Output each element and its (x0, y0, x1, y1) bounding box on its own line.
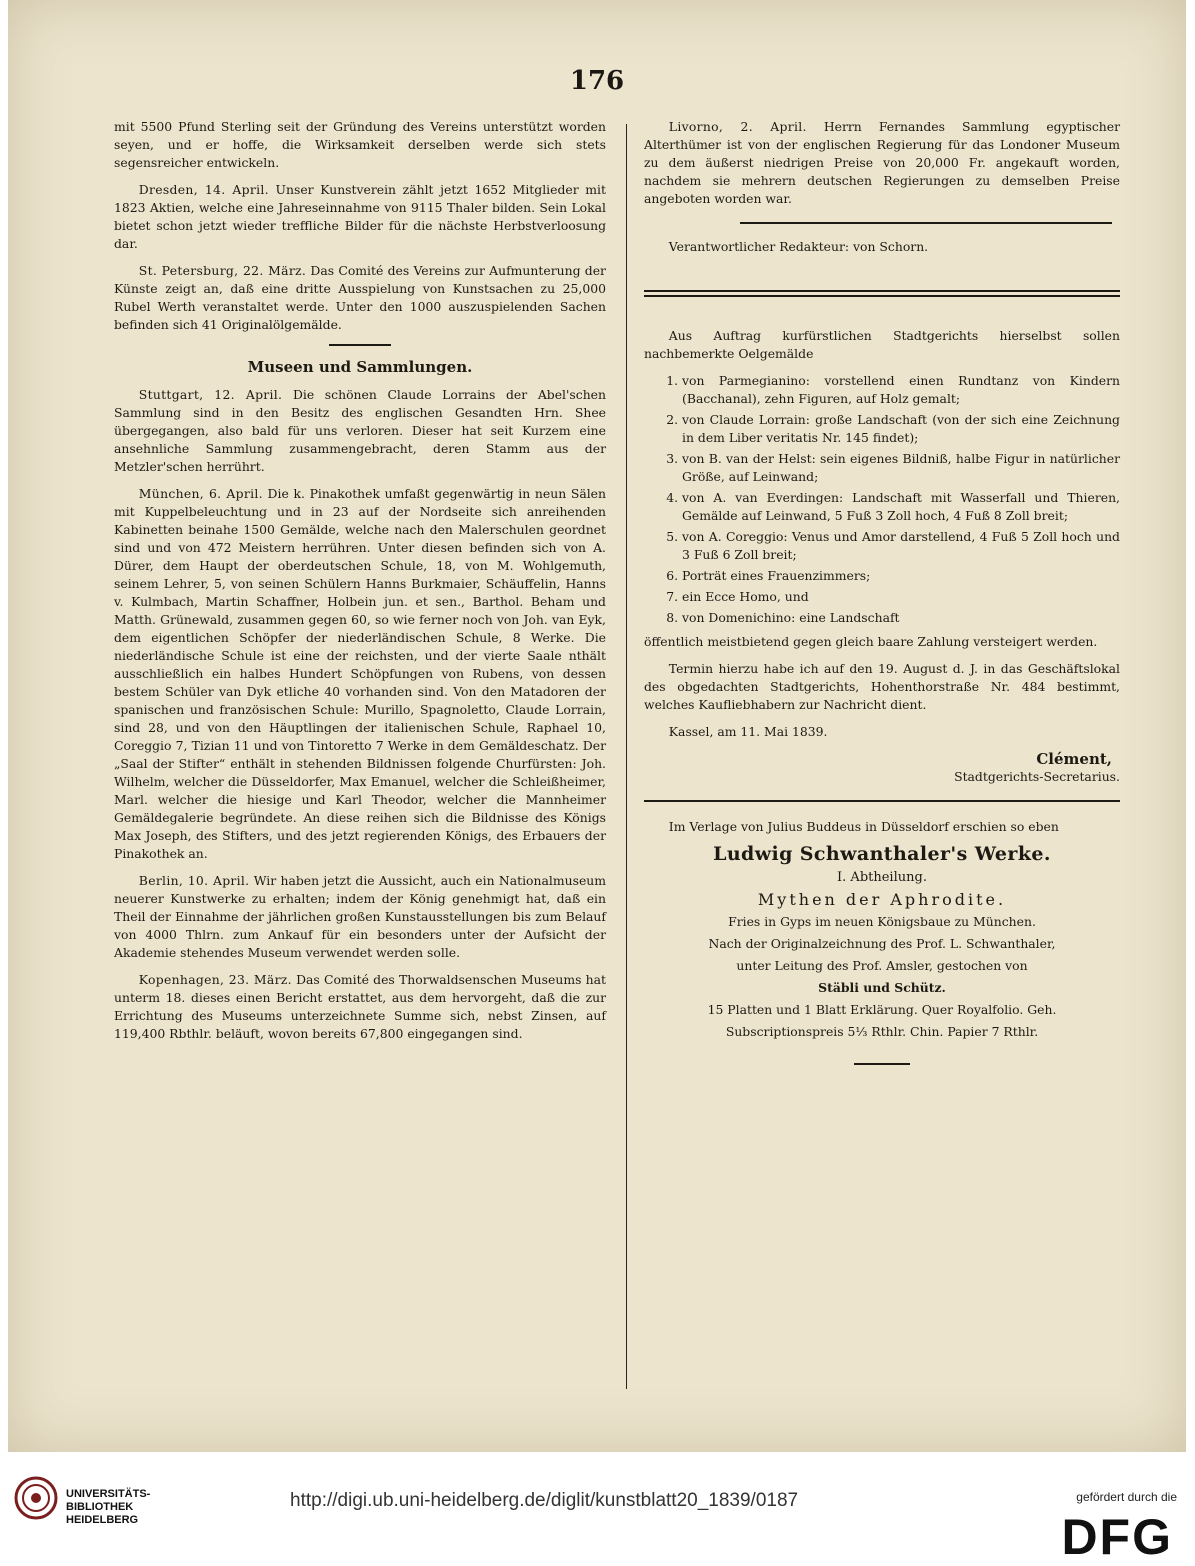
auction-lot: 8. von Domenichino: eine Landschaft (682, 609, 1120, 627)
divider (644, 800, 1120, 802)
editor-line: Verantwortlicher Redakteur: von Schorn. (668, 239, 929, 254)
auction-lot: 3. von B. van der Helst: sein eigenes Bildniß, halbe Figur in natürlicher Größe, auf Leinwand; (682, 450, 1120, 486)
dfg-logo: DFG (1061, 1509, 1173, 1565)
text-berlin: Wir haben jetzt die Aussicht, auch ein Nationalmuseum neuerer Kunstwerke zu erhalten; indem der König genehmigt hat, daß ein Theil der Einnahme der jährlichen großen Kunstausstellungen bis zum Belauf von 4000 Thlrn. zum Ankauf für ein besonders unter der Aufsicht der Akademie stehendes Museum verwendet werden solle. (114, 873, 607, 960)
double-divider (644, 290, 1120, 297)
auction-lot: 4. von A. van Everdingen: Landschaft mit Wasserfall und Thieren, Gemälde auf Leinwand, 5 Fuß 3 Zoll hoch, 4 Fuß 8 Zoll breit; (682, 489, 1120, 525)
university-seal-icon (14, 1476, 58, 1524)
paragraph-continuation: mit 5500 Pfund Sterling seit der Gründung des Vereins unterstützt worden seyen, und er hoffe, die Wirksamkeit derselben werde sich stets segensreicher entwickeln. (114, 119, 606, 170)
auction-lot-list (644, 372, 1120, 627)
dateline-dresden: Dresden, 14. April. (138, 182, 269, 197)
book-engravers: Stäbli und Schütz. (818, 980, 946, 995)
column-divider (626, 124, 627, 1389)
auction-term: Termin hierzu habe ich auf den 19. August d. J. in das Geschäftslokal des obgedachten Stadtgerichts, Hohenthorstraße Nr. 484 bestimmt, welches Kaufliebhabern zur Nachricht dient. (644, 661, 1120, 712)
auction-date: Kassel, am 11. Mai 1839. (668, 724, 828, 739)
text-copenhagen: Das Comité des Thorwaldsenschen Museums hat unterm 18. dieses einen Bericht erstattet, aus dem hervorgeht, daß die zur Errichtung des Museums unterzeichnete Summe sich, nebst Zinsen, auf 119,400 Rbthlr. beläuft, wovon bereits 67,800 eingegangen sind. (114, 972, 606, 1041)
text-dresden: Unser Kunstverein zählt jetzt 1652 Mitglieder mit 1823 Aktien, welche eine Jahreseinnahme von 9115 Thaler bilden. Sein Lokal bietet schon jetzt wieder treffliche Bilder für die nächste Herbstverloosung dar. (114, 182, 606, 251)
auction-lot: 7. ein Ecce Homo, und (682, 588, 1120, 606)
text-livorno: Herrn Fernandes Sammlung egyptischer Alterthümer ist von der englischen Regierung für das Londoner Museum zu dem äußerst niedrigen Preise von 20,000 Fr. angekauft worden, nachdem sie mehrern deutschen Regierungen zu demselben Preise angeboten worden war. (644, 119, 1120, 206)
dateline-munich: München, 6. April. (138, 486, 263, 501)
book-subtitle: Mythen der Aphrodite. (757, 890, 1007, 909)
book-plates: 15 Platten und 1 Blatt Erklärung. Quer Royalfolio. Geh. (707, 1002, 1057, 1017)
dateline-stuttgart: Stuttgart, 12. April. (138, 387, 283, 402)
auction-lot: 2. von Claude Lorrain: große Landschaft (von der sich eine Zeichnung in dem Liber veritatis Nr. 145 findet); (682, 411, 1120, 447)
book-credit: Nach der Originalzeichnung des Prof. L. Schwanthaler, (708, 936, 1056, 951)
text-stuttgart: Die schönen Claude Lorrains der Abel'schen Sammlung sind in den Besitz des englischen Gesandten Hrn. Shee übergegangen, also bald für uns verloren. Dieser hat seit Kurzem eine ansehnliche Sammlung zusammengebracht, deren Stamm aus der Metzler'schen herrührt. (114, 387, 606, 474)
book-credit: unter Leitung des Prof. Amsler, gestochen von (736, 958, 1028, 973)
news-stuttgart (114, 386, 606, 476)
publisher-note: Im Verlage von Julius Buddeus in Düsseldorf erschien so eben (668, 819, 1059, 834)
auction-lot: 6. Porträt eines Frauenzimmers; (682, 567, 1120, 585)
funding-note: gefördert durch die (1076, 1490, 1177, 1504)
divider (740, 222, 1112, 224)
signature-title: Stadtgerichts-Secretarius. (954, 769, 1120, 784)
news-munich (114, 485, 606, 863)
book-price: Subscriptionspreis 5⅓ Rthlr. Chin. Papier 7 Rthlr. (725, 1024, 1039, 1039)
news-berlin (114, 872, 606, 962)
divider (329, 344, 391, 346)
news-dresden (114, 181, 606, 253)
right-column (644, 118, 1120, 1065)
divider (854, 1063, 910, 1065)
scanned-page (8, 0, 1186, 1452)
section-title: Museen und Sammlungen. (247, 358, 473, 376)
text-munich: Die k. Pinakothek umfaßt gegenwärtig in neun Sälen mit Kuppelbeleuchtung und in 23 auf der Nordseite sich anreihenden Kabinetten beinahe 1500 Gemälde, welche nach den Malerschulen geordnet sind und von 472 Meistern herrühren. Unter diesen befinden sich von A. Dürer, dem Haupt der oberdeutschen Schule, 18, von M. Wohlgemuth, seinem Lehrer, 5, von seinen Schülern Hanns Burkmaier, Schäuffelin, Hanns v. Kulmbach, Martin Schaffner, Holbein jun. et sen., Barthol. Beham und Matth. Grünewald, zusammen gegen 60, so wie ferner noch von Joh. van Eyk, dem eigentlichen Schöpfer der niederländischen Schule, 8 Werke. Die niederländische Schule ist eine der reichsten, und der vierte Saale nthält ausschließlich ein halbes Hundert Schöpfungen von Rubens, von dessen bestem Schüler van Dyk etliche 40 vorhanden sind. Von den Matadoren der spanischen und französischen Schule: Murillo, Spagnoletto, Claude Lorrain, sind 28, und von den Häuptlingen der italienischen Schule, Raphael 10, Coreggio 7, Tizian 11 und von Tintoretto 7 Werke in dem Gemäldeschatz. Der „Saal der Stifter“ enthält in stehenden Bildnissen folgende Churfürsten: Joh. Wilhelm, welcher die Düsseldorfer, Max Emanuel, welcher die Schleißheimer, Marl. welcher die hiesige und Karl Theodor, welcher die Mannheimer Gemäldegalerie begründete. An diese reihen sich die Bildnisse des Königs Max Joseph, des Stifters, und des jetzt regierenden Königs, des Erbauers der Pinakothek an. (114, 486, 606, 861)
auction-lot: 5. von A. Coreggio: Venus und Amor darstellend, 4 Fuß 5 Zoll hoch und 3 Fuß 6 Zoll breit; (682, 528, 1120, 564)
university-library-name: UNIVERSITÄTS- BIBLIOTHEK HEIDELBERG (66, 1488, 151, 1526)
dateline-st-petersburg: St. Petersburg, 22. März. (138, 263, 307, 278)
text-st-petersburg: Das Comité des Vereins zur Aufmunterung der Künste zeigt an, daß eine dritte Ausspielung von Kunstsachen zu 25,000 Rubel Werth veranstaltet werde. Unter den 1000 auszuspielenden Sachen befinden sich 41 Originalölgemälde. (114, 263, 606, 332)
viewer-footer (0, 1452, 1195, 1564)
news-st-petersburg (114, 262, 606, 334)
book-description: Fries in Gyps im neuen Königsbaue zu München. (728, 914, 1036, 929)
auction-intro: Aus Auftrag kurfürstlichen Stadtgerichts hierselbst sollen nachbemerkte Oelgemälde (644, 328, 1120, 361)
book-title: Ludwig Schwanthaler's Werke. (713, 843, 1051, 865)
dateline-livorno: Livorno, 2. April. (668, 119, 807, 134)
news-livorno (644, 118, 1120, 208)
dateline-berlin: Berlin, 10. April. (138, 873, 250, 888)
book-part: I. Abtheilung. (837, 870, 927, 885)
left-column (114, 118, 606, 1052)
news-copenhagen (114, 971, 606, 1043)
page-number: 176 (569, 66, 625, 96)
auction-tail: öffentlich meistbietend gegen gleich baare Zahlung versteigert werden. (644, 634, 1098, 649)
auction-lot: 1. von Parmegianino: vorstellend einen Rundtanz von Kindern (Bacchanal), zehn Figuren, auf Holz gemalt; (682, 372, 1120, 408)
signature-name: Clément, (1036, 750, 1112, 768)
dateline-copenhagen: Kopenhagen, 23. März. (138, 972, 292, 987)
source-url-link[interactable]: http://digi.ub.uni-heidelberg.de/diglit/kunstblatt20_1839/0187 (290, 1490, 799, 1511)
